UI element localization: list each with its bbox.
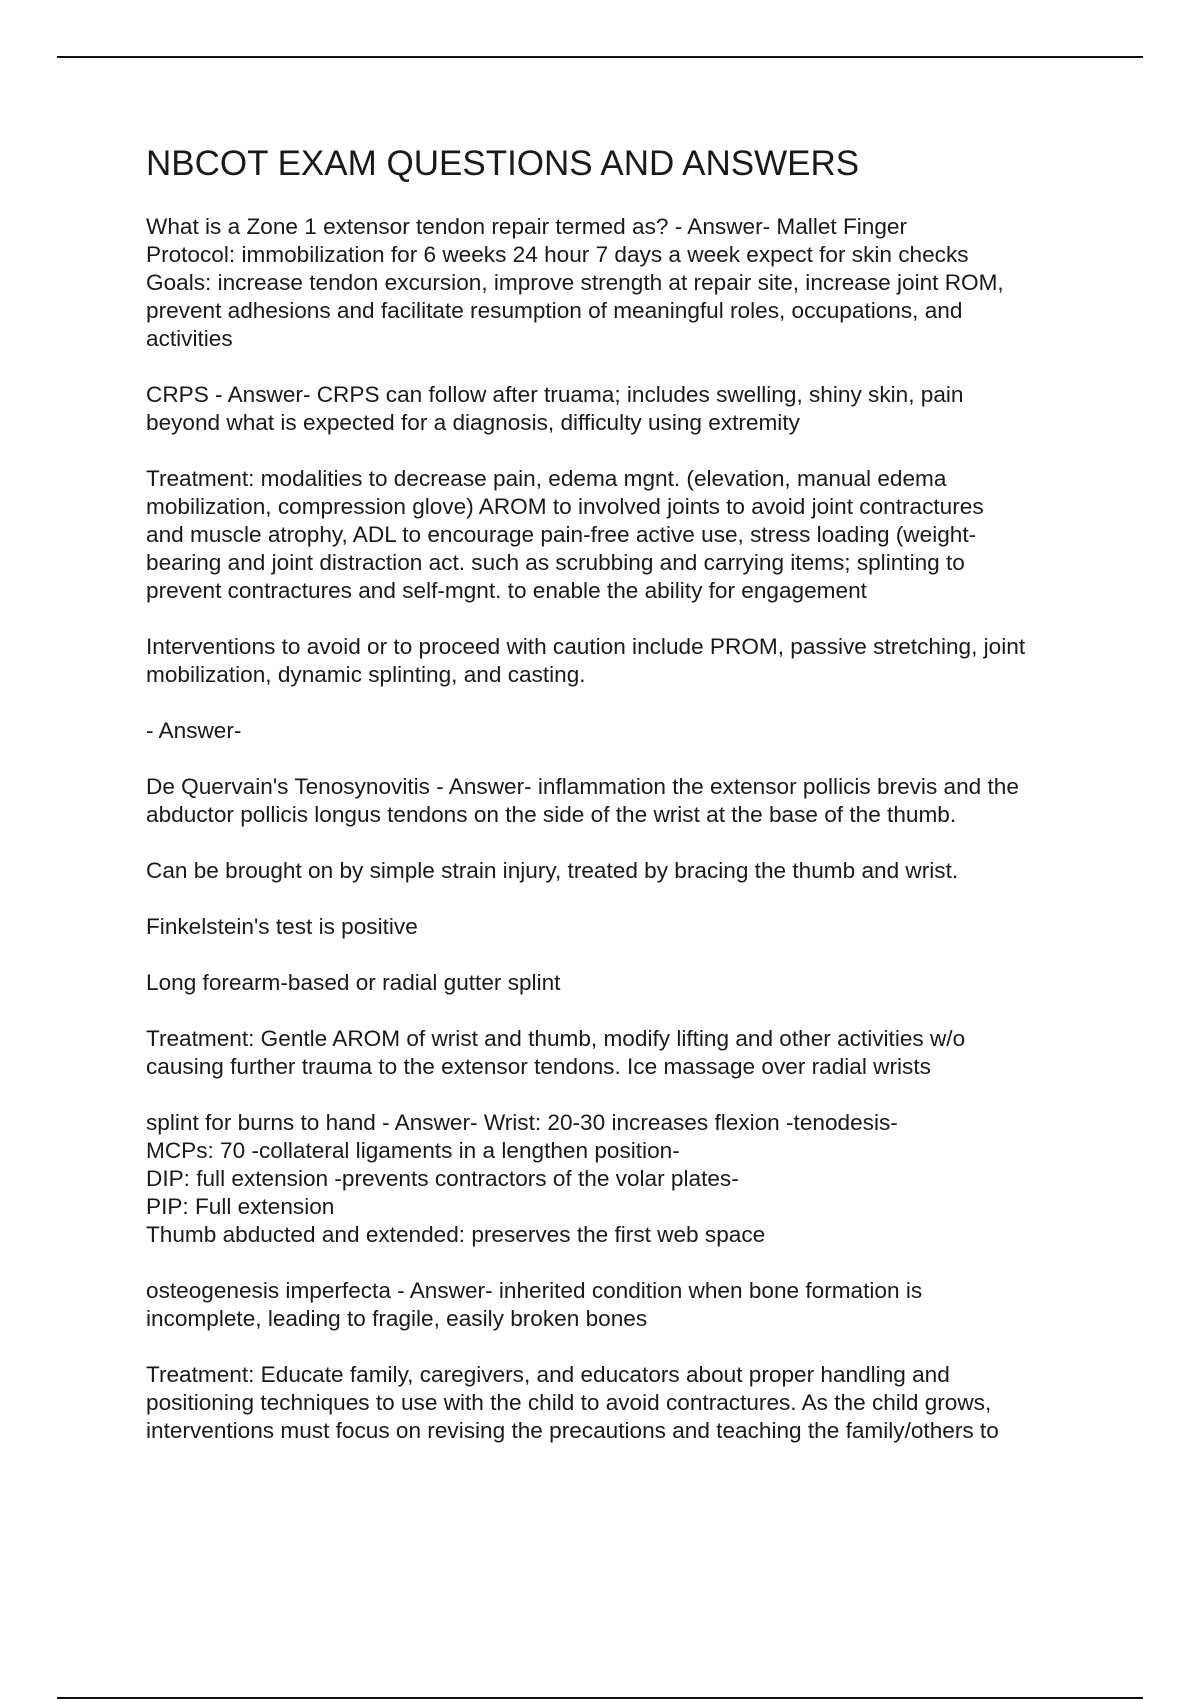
text-line: Thumb abducted and extended: preserves the first web space (146, 1222, 766, 1247)
paragraph (146, 717, 1106, 745)
text-line: causing further trauma to the extensor tendons. Ice massage over radial wrists (146, 1054, 931, 1079)
text-line: Treatment: Gentle AROM of wrist and thumb, modify lifting and other activities w/o (146, 1026, 966, 1051)
text-line: Interventions to avoid or to proceed with caution include PROM, passive stretching, joint (146, 634, 1026, 659)
text-line: MCPs: 70 -collateral ligaments in a lengthen position- (146, 1138, 680, 1163)
text-line: mobilization, dynamic splinting, and casting. (146, 662, 586, 687)
document-body (146, 142, 1106, 1473)
text-line: prevent contractures and self-mgnt. to enable the ability for engagement (146, 578, 867, 603)
text-line: splint for burns to hand - Answer- Wrist: 20-30 increases flexion -tenodesis- (146, 1110, 898, 1135)
text-line: Protocol: immobilization for 6 weeks 24 hour 7 days a week expect for skin checks (146, 242, 969, 267)
paragraph (146, 969, 1106, 997)
paragraph (146, 1109, 1106, 1249)
text-line: Treatment: Educate family, caregivers, and educators about proper handling and (146, 1362, 950, 1387)
paragraph (146, 1025, 1106, 1081)
text-line: activities (146, 326, 233, 351)
text-line: CRPS - Answer- CRPS can follow after truama; includes swelling, shiny skin, pain (146, 382, 964, 407)
text-line: Goals: increase tendon excursion, improve strength at repair site, increase joint ROM, (146, 270, 1004, 295)
paragraph (146, 633, 1106, 689)
text-line: - Answer- (146, 718, 242, 743)
text-line: incomplete, leading to fragile, easily broken bones (146, 1306, 648, 1331)
text-line: positioning techniques to use with the child to avoid contractures. As the child grows, (146, 1390, 992, 1415)
text-line: mobilization, compression glove) AROM to involved joints to avoid joint contractures (146, 494, 984, 519)
paragraph (146, 857, 1106, 885)
paragraph-list (146, 213, 1106, 1445)
text-line: DIP: full extension -prevents contractors of the volar plates- (146, 1166, 739, 1191)
paragraph (146, 465, 1106, 605)
text-line: What is a Zone 1 extensor tendon repair termed as? - Answer- Mallet Finger (146, 214, 908, 239)
text-line: and muscle atrophy, ADL to encourage pain-free active use, stress loading (weight- (146, 522, 977, 547)
text-line: abductor pollicis longus tendons on the side of the wrist at the base of the thumb. (146, 802, 957, 827)
text-line: bearing and joint distraction act. such as scrubbing and carrying items; splinting to (146, 550, 965, 575)
paragraph (146, 913, 1106, 941)
paragraph (146, 1277, 1106, 1333)
text-line: PIP: Full extension (146, 1194, 335, 1219)
paragraph (146, 773, 1106, 829)
text-line: prevent adhesions and facilitate resumption of meaningful roles, occupations, and (146, 298, 963, 323)
paragraph (146, 381, 1106, 437)
paragraph (146, 213, 1106, 353)
text-line: Can be brought on by simple strain injury, treated by bracing the thumb and wrist. (146, 858, 959, 883)
footer-rule (57, 1697, 1143, 1699)
text-line: beyond what is expected for a diagnosis, difficulty using extremity (146, 410, 800, 435)
text-line: De Quervain's Tenosynovitis - Answer- inflammation the extensor pollicis brevis and the (146, 774, 1019, 799)
header-rule (57, 56, 1143, 58)
text-line: osteogenesis imperfecta - Answer- inherited condition when bone formation is (146, 1278, 923, 1303)
paragraph (146, 1361, 1106, 1445)
text-line: Treatment: modalities to decrease pain, edema mgnt. (elevation, manual edema (146, 466, 947, 491)
text-line: interventions must focus on revising the precautions and teaching the family/others to (146, 1418, 999, 1443)
page-title: NBCOT EXAM QUESTIONS AND ANSWERS (146, 144, 860, 183)
text-line: Long forearm-based or radial gutter splint (146, 970, 561, 995)
text-line: Finkelstein's test is positive (146, 914, 418, 939)
